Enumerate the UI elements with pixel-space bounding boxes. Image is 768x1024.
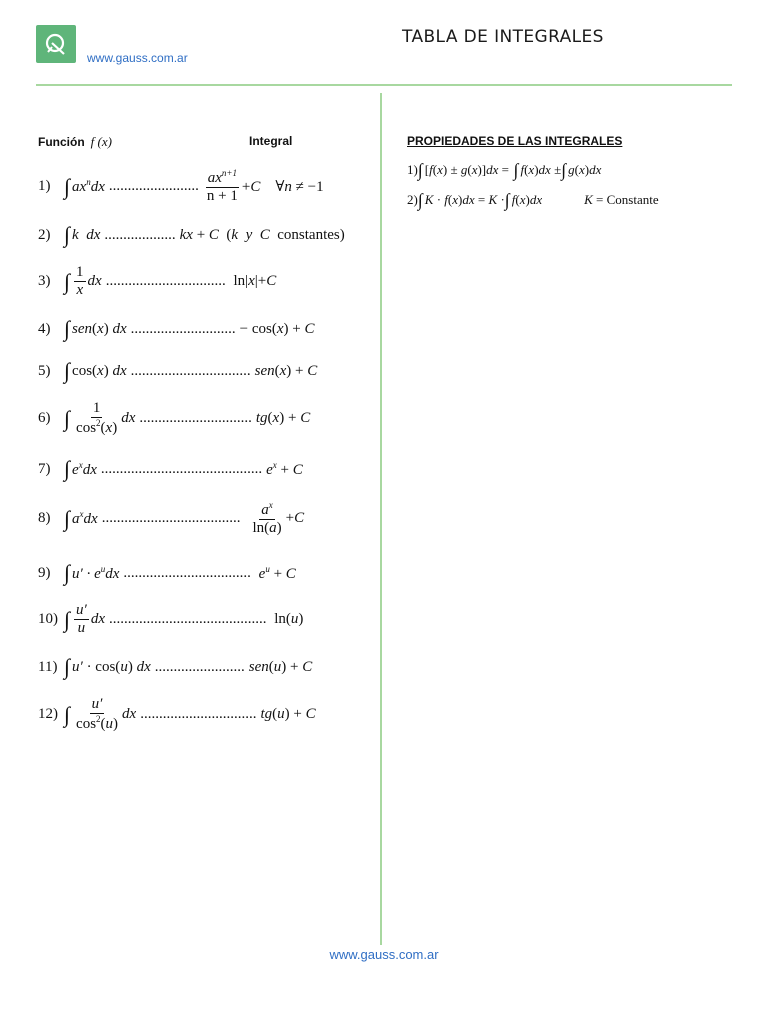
formula-2: 2) ∫ k dx ................... kx + C (k y C constantes) bbox=[38, 222, 345, 247]
footer-url-link[interactable]: www.gauss.com.ar bbox=[329, 947, 439, 962]
header-url-link[interactable]: www.gauss.com.ar bbox=[87, 51, 188, 65]
formula-12: 12) ∫ $\frac{u'}{\cos^2(u)}$ dx ............................... tg(u) + C bbox=[38, 696, 316, 733]
column-divider bbox=[380, 93, 382, 945]
formula-3: 3) ∫ $\frac{1}{x}$ dx ................................ ln|x|+C bbox=[38, 264, 277, 299]
properties-title: PROPIEDADES DE LAS INTEGRALES bbox=[407, 134, 623, 148]
gauss-logo bbox=[36, 25, 76, 63]
formula-8: 8) ∫ $a^xdx$ ..................................... $\frac{a^x}{\ln(a)}$ +C bbox=[38, 500, 305, 537]
formula-5: 5) ∫ cos(x) dx ................................ sen(x) + C bbox=[38, 358, 318, 383]
property-2-note: K = Constante bbox=[584, 192, 659, 207]
logo-icon bbox=[42, 30, 70, 58]
formula-7: 7) ∫ $e^xdx$ ........................................... $e^x + C$ bbox=[38, 456, 303, 481]
formula-1: 1) ∫ $ax^ndx$ ........................ $\frac{ax^{n+1}}{n + 1}$ +C ∀n ≠ −1 bbox=[38, 168, 324, 205]
formula-9: 9) ∫ $u' \cdot e^udx$ .................................. $e^u + C$ bbox=[38, 560, 296, 585]
column-heading-integral: Integral bbox=[249, 134, 293, 148]
column-heading-function bbox=[38, 134, 112, 150]
property-1: 1) ∫ [f(x) ± g(x)]dx = ∫ f(x)dx ± ∫ g(x)dx bbox=[407, 160, 602, 180]
formula-6: 6) ∫ $\frac{1}{\cos^2(x)}$ dx .............................. tg(x) + C bbox=[38, 400, 311, 437]
formula-10: 10) ∫ $\frac{u'}{u}$ dx .......................................... ln(u) bbox=[38, 602, 304, 637]
formula-4: 4) ∫ sen ( x ) dx ............................ − cos(x) + C bbox=[38, 316, 315, 341]
column-heading-function-math: f (x) bbox=[90, 134, 112, 149]
column-heading-function-label: Función bbox=[38, 135, 85, 149]
page-title: TABLA DE INTEGRALES bbox=[402, 27, 604, 47]
property-2: 2) ∫ K · f(x)dx = K · ∫ f(x)dx K = Constante bbox=[407, 190, 659, 210]
header-divider bbox=[36, 84, 732, 86]
formula-11: 11) ∫ u′ · cos(u) dx ........................ sen(u) + C bbox=[38, 654, 313, 679]
